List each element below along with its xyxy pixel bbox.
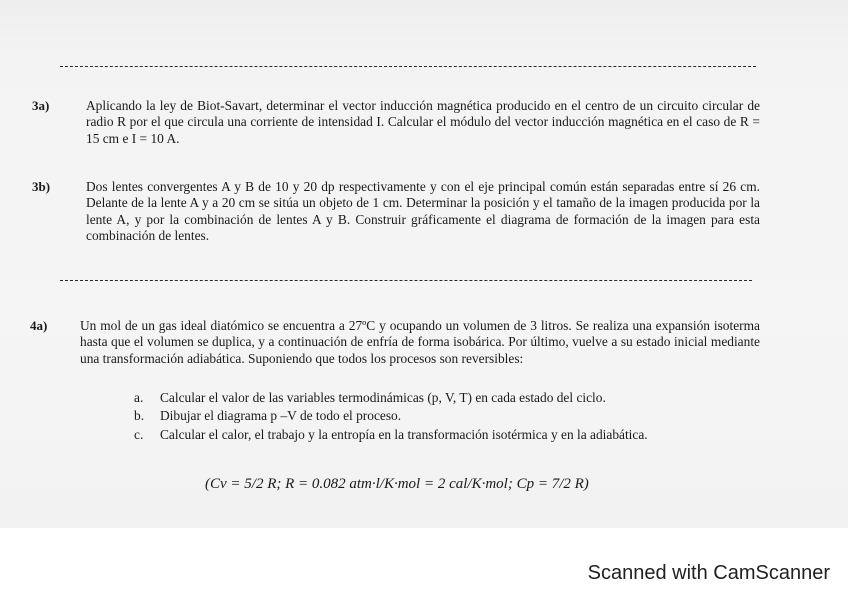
problem-label-4a: 4a) xyxy=(30,318,48,333)
subquestion-list xyxy=(134,390,760,445)
separator-rule xyxy=(60,66,756,67)
separator-rule xyxy=(60,280,752,281)
constants-formula: (Cv = 5/2 R; R = 0.082 atm·l/K·mol = 2 cal/K·mol; Cp = 7/2 R) xyxy=(205,476,589,492)
problem-label-3a: 3a) xyxy=(32,98,50,113)
subquestion-text: Calcular el calor, el trabajo y la entropía en la transformación isotérmica y en la adiabática. xyxy=(160,426,648,442)
scanner-watermark: Scanned with CamScanner xyxy=(587,562,830,584)
problem-label-3b: 3b) xyxy=(32,179,51,194)
problem-text-4a: Un mol de un gas ideal diatómico se encuentra a 27ºC y ocupando un volumen de 3 litros. Se realiza una expansión isoterma hasta que el volumen se duplica, y a continuación de enfría de forma isobárica. Por último, vuelve a su estado inicial mediante una transformación adiabática. Suponiendo que todos los procesos son reversibles: xyxy=(80,318,760,366)
subquestion-item xyxy=(134,408,760,424)
subquestion-text: Dibujar el diagrama p –V de todo el proceso. xyxy=(160,408,402,424)
problem-text-3a: Aplicando la ley de Biot-Savart, determinar el vector inducción magnética producido en el centro de un circuito circular de radio R por el que circula una corriente de intensidad I. Calcular el módulo del vector inducción magnética en el caso de R = 15 cm e I = 10 A. xyxy=(86,98,760,146)
subquestion-text: Calcular el valor de las variables termodinámicas (p, V, T) en cada estado del ciclo. xyxy=(160,390,606,405)
subquestion-item xyxy=(134,427,760,443)
subquestion-letter: b. xyxy=(134,408,145,424)
problem-text-3b: Dos lentes convergentes A y B de 10 y 20 dp respectivamente y con el eje principal común están separadas entre sí 26 cm. Delante de la lente A y a 20 cm se sitúa un objeto de 1 cm. Determinar la posición y el tamaño de la imagen producida por la lente A, y por la combinación de lentes A y B. Construir gráficamente el diagrama de formación de la imagen para esta combinación de lentes. xyxy=(86,179,760,244)
subquestion-item xyxy=(134,390,760,406)
subquestion-letter: a. xyxy=(134,390,144,405)
subquestion-letter: c. xyxy=(134,426,144,442)
